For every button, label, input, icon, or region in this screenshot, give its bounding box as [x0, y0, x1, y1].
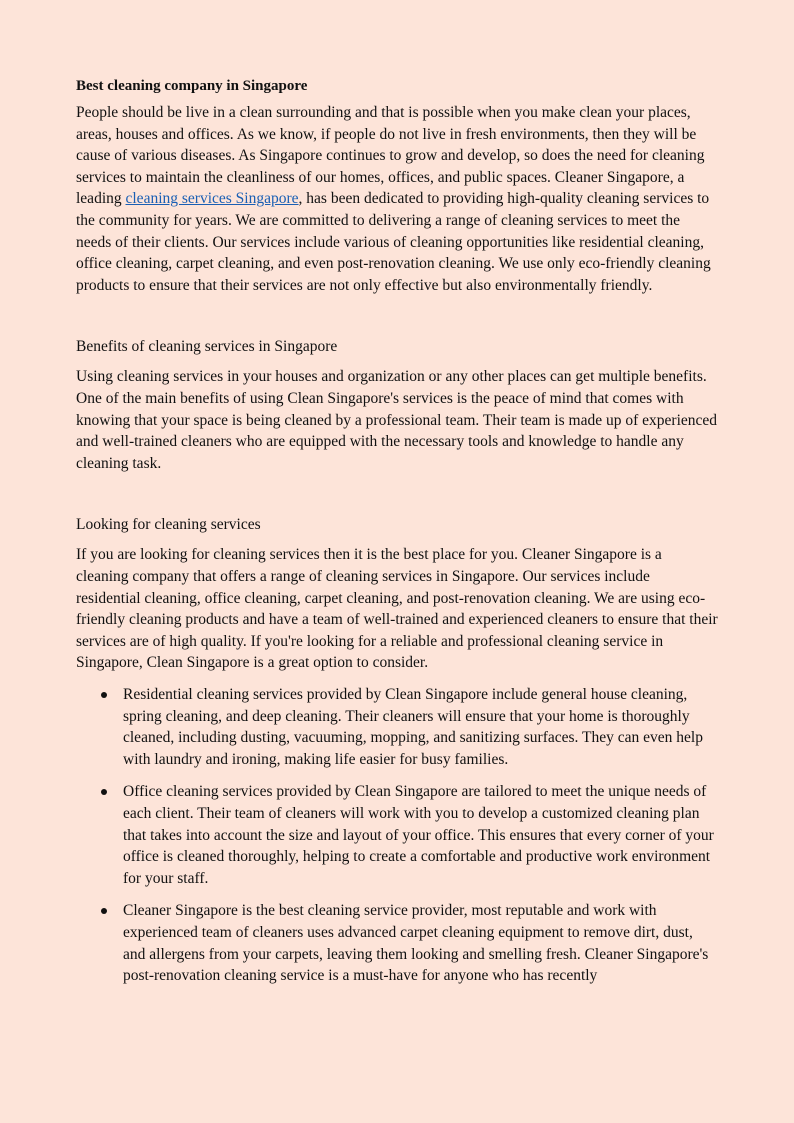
- list-item-office: [123, 781, 718, 890]
- section-title-best-cleaning-company: Best cleaning company in Singapore: [76, 78, 308, 94]
- list-item-text: Residential cleaning services provided by Clean Singapore include general house cleaning, spring cleaning, and deep cleaning. Their cleaners will ensure that your home is thoroughly cleaned, including dusting, vacuuming, mopping, and sanitizing surfaces. They can even help with laundry and ironing, making life easier for busy families.: [123, 685, 703, 769]
- intro-text-before-link: People should be live in a clean surrounding and that is possible when you make clean your places, areas, houses and offices. As we know, if people do not live in fresh environments, then they will be cause of various diseases. As Singapore continues to grow and develop, so does the need for cleaning services to maintain the cleanliness of our homes, offices, and public spaces. Cleaner Singapore, a leading: [76, 104, 705, 208]
- list-item-text: Office cleaning services provided by Clean Singapore are tailored to meet the unique needs of each client. Their team of cleaners will work with you to develop a customized cleaning plan that takes into account the size and layout of your office. This ensures that every corner of your office is cleaned thoroughly, helping to create a comfortable and productive work environment for your staff.: [123, 783, 714, 888]
- list-item-text: Cleaner Singapore is the best cleaning service provider, most reputable and work with experienced team of cleaners uses advanced carpet cleaning equipment to remove dirt, dust, and allergens from your carpets, leaving them looking and smelling fresh. Cleaner Singapore's post-renovation cleaning service is a must-have for anyone who has recently: [123, 902, 709, 985]
- section-title-benefits: Benefits of cleaning services in Singapore: [76, 338, 338, 356]
- intro-text-after-link: , has been dedicated to providing high-quality cleaning services to the community for years. We are committed to delivering a range of cleaning services to meet the needs of their clients. Our services include various of cleaning opportunities like residential cleaning, office cleaning, carpet cleaning, and even post-renovation cleaning. We use only eco-friendly cleaning products to ensure that their services are not only effective but also environmentally friendly.: [76, 190, 711, 294]
- bullet-dot-icon: [101, 692, 107, 698]
- section-title-looking-for-services: Looking for cleaning services: [76, 516, 261, 534]
- cleaning-services-singapore-link[interactable]: cleaning services Singapore: [125, 190, 299, 208]
- paragraph-benefits: Using cleaning services in your houses and organization or any other places can get multiple benefits. One of the main benefits of using Clean Singapore's services is the peace of mind that comes with knowing that your space is being cleaned by a professional team. Their team is made up of experienced and well-trained cleaners who are equipped with the necessary tools and knowledge to handle any cleaning task.: [76, 368, 718, 472]
- bullet-dot-icon: [101, 789, 107, 795]
- section-spacer: [76, 296, 718, 336]
- section-spacer: [76, 474, 718, 514]
- list-item-residential: [123, 684, 718, 771]
- paragraph-intro: [76, 102, 718, 296]
- paragraph-looking-for-services: If you are looking for cleaning services then it is the best place for you. Cleaner Singapore is a cleaning company that offers a range of cleaning services in Singapore. Our services include residential cleaning, office cleaning, carpet cleaning, and post-renovation cleaning. We are using eco-friendly cleaning products and have a team of well-trained and experienced cleaners to ensure that their services are of high quality. If you're looking for a reliable and professional cleaning service in Singapore, Clean Singapore is a great option to consider.: [76, 546, 718, 672]
- list-item-carpet: [123, 900, 718, 987]
- bullet-dot-icon: [101, 908, 107, 914]
- services-bullet-list: [76, 684, 718, 987]
